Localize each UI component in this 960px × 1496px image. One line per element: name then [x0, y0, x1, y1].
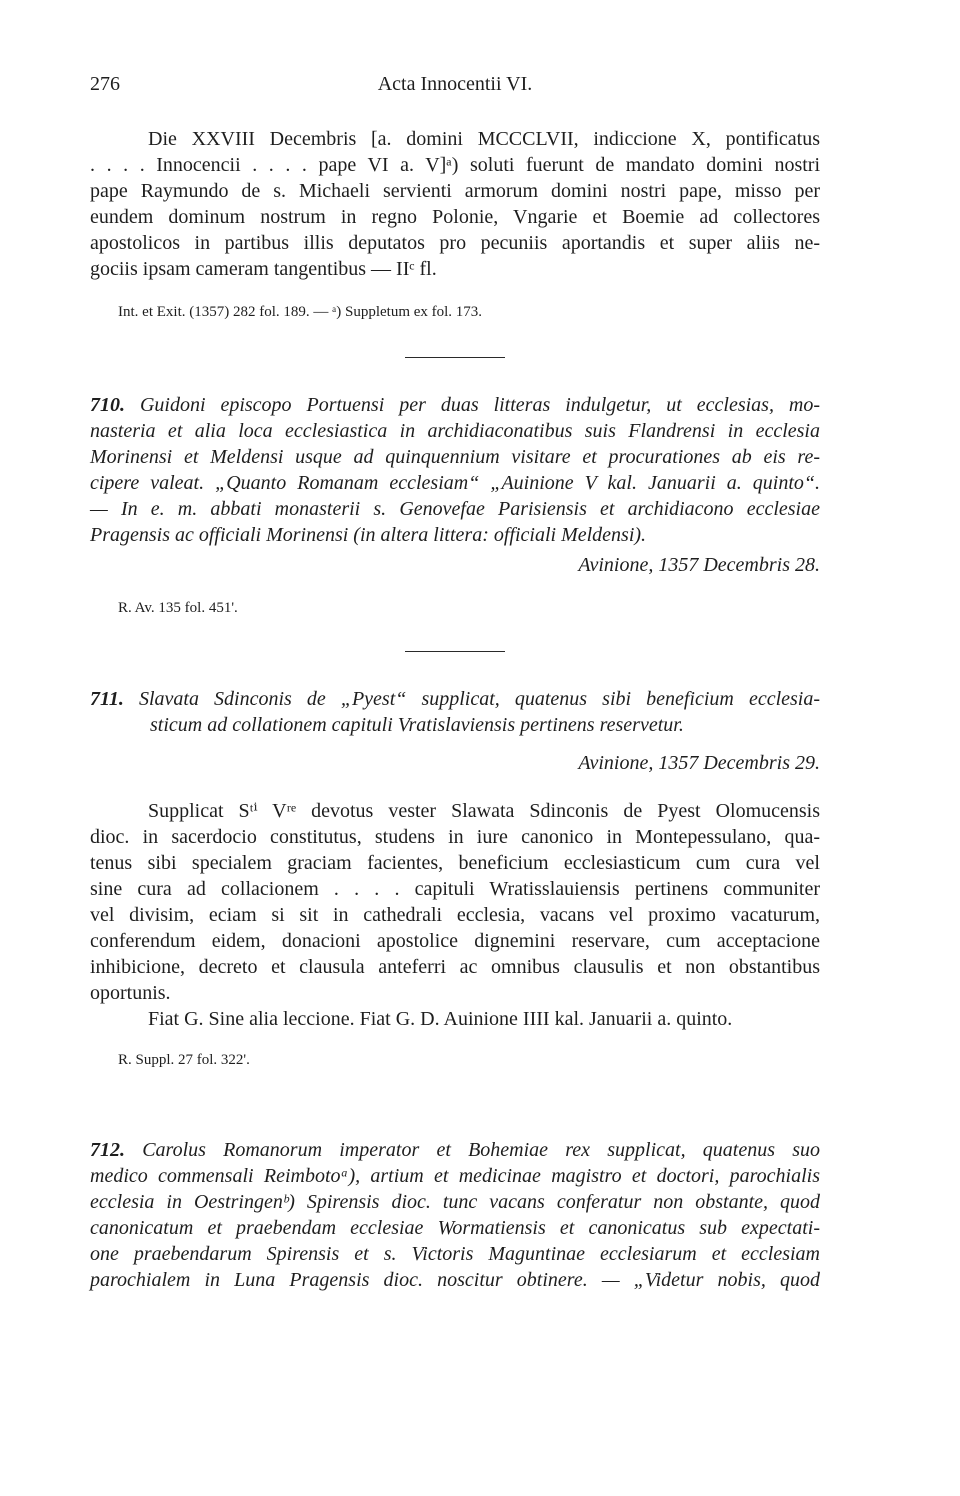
- entry-text: Slavata Sdinconis de „Pyest“ supplicat, quatenus sibi beneficium ecclesia-: [138, 688, 821, 710]
- entry-text: Guidoni episcopo Portuensi per duas litteras indulgetur, ut ecclesias, mo-: [139, 394, 821, 416]
- entry-number: 711.: [90, 688, 124, 710]
- text-line: Fiat G. Sine alia leccione. Fiat G. D. Auinione IIII kal. Januarii a. quinto.: [148, 1008, 733, 1030]
- text-line: eundem dominum nostrum in regno Polonie, Vngarie et Boemie ad collectores: [90, 206, 820, 228]
- text-line: ecclesia in Oestringenᵇ) Spirensis dioc. tunc vacans conferatur non obstante, quod: [90, 1191, 820, 1213]
- entry-712: [90, 1137, 820, 1293]
- text-line: Pragensis ac officiali Morinensi (in altera littera: officiali Meldensi).: [90, 524, 647, 546]
- source-note: Int. et Exit. (1357) 282 fol. 189. — ᵃ) Suppletum ex fol. 173.: [118, 304, 483, 320]
- text-line: inhibicione, decreto et clausula anteferri ac omnibus clausulis et non obstantibus: [90, 956, 820, 978]
- source-note: R. Suppl. 27 fol. 322'.: [118, 1052, 250, 1068]
- text-line: cipere valeat. „Quanto Romanam ecclesiam“ „Auinione V kal. Januarii a. quinto“.: [90, 472, 820, 494]
- text-line: Supplicat Sᵗⁱ Vʳᵉ devotus vester Slawata Sdinconis de Pyest Olomucensis: [148, 800, 820, 822]
- source-note: R. Av. 135 fol. 451'.: [118, 600, 238, 616]
- text-line: dioc. in sacerdocio constitutus, studens in iure canonico in Montepessulano, qua-: [90, 826, 820, 848]
- section-divider: [405, 357, 505, 358]
- entry-709-paragraph: [90, 126, 820, 282]
- text-line: [90, 1137, 820, 1163]
- text-line: nasteria et alia loca ecclesiastica in archidiaconatibus suis Flandrensi in ecclesia: [90, 420, 820, 442]
- entry-text: Carolus Romanorum imperator et Bohemiae rex supplicat, quatenus suo: [142, 1139, 821, 1161]
- entry-number: 710.: [90, 394, 125, 416]
- text-line: Morinensi et Meldensi usque ad quinquennium visitare et procurationes ab eis re-: [90, 446, 820, 468]
- text-line: sine cura ad collacionem . . . . capituli Wratisslauiensis pertinens communiter: [90, 878, 820, 900]
- text-line: medico commensali Reimbotoᵃ), artium et medicinae magistro et doctori, parochialis: [90, 1165, 820, 1187]
- text-line: apostolicos in partibus illis deputatos pro pecuniis aportandis et super aliis ne-: [90, 232, 820, 254]
- text-line: [90, 686, 820, 712]
- text-line: one praebendarum Spirensis et s. Victoris Maguntinae ecclesiarum et ecclesiam: [90, 1243, 820, 1265]
- text-line: canonicatum et praebendam ecclesiae Wormatiensis et canonicatus sub expectati-: [90, 1217, 820, 1239]
- dateline: Avinione, 1357 Decembris 29.: [578, 752, 820, 774]
- dateline: Avinione, 1357 Decembris 28.: [578, 554, 820, 576]
- text-line: — In e. m. abbati monasterii s. Genovefae Parisiensis et archidiacono ecclesiae: [90, 498, 820, 520]
- text-line: parochialem in Luna Pragensis dioc. noscitur obtinere. — „Videtur nobis, quod: [90, 1269, 820, 1291]
- text-line: oportunis.: [90, 982, 171, 1004]
- text-line: pape Raymundo de s. Michaeli servienti armorum domini nostri pape, misso per: [90, 180, 820, 202]
- text-line: gociis ipsam cameram tangentibus — IIᶜ fl.: [90, 258, 437, 280]
- page-number: 276: [90, 73, 120, 95]
- section-divider: [405, 651, 505, 652]
- entry-number: 712.: [90, 1139, 125, 1161]
- entry-711-supplication: [90, 798, 820, 1006]
- text-line: [90, 392, 820, 418]
- page-header: [90, 73, 820, 99]
- text-line: vel divisim, eciam si sit in cathedrali ecclesia, vacans vel proximo vacaturum,: [90, 904, 820, 926]
- text-line: conferendum eidem, donacioni apostolice dignemini reservare, cum acceptacione: [90, 930, 820, 952]
- text-line: . . . . Innocencii . . . . pape VI a. V]ᵃ) soluti fuerunt de mandato domini nostri: [90, 154, 820, 176]
- text-line: Die XXVIII Decembris [a. domini MCCCLVII, indiccione X, pontificatus: [148, 128, 820, 150]
- running-head: Acta Innocentii VI.: [377, 73, 533, 95]
- text-line: sticum ad collationem capituli Vratislaviensis pertinens reservetur.: [150, 714, 684, 736]
- entry-710: [90, 392, 820, 548]
- text-line: tenus sibi specialem graciam facientes, beneficium ecclesiasticum cum cura vel: [90, 852, 820, 874]
- entry-711: [90, 686, 820, 738]
- fiat-paragraph: [90, 1006, 820, 1032]
